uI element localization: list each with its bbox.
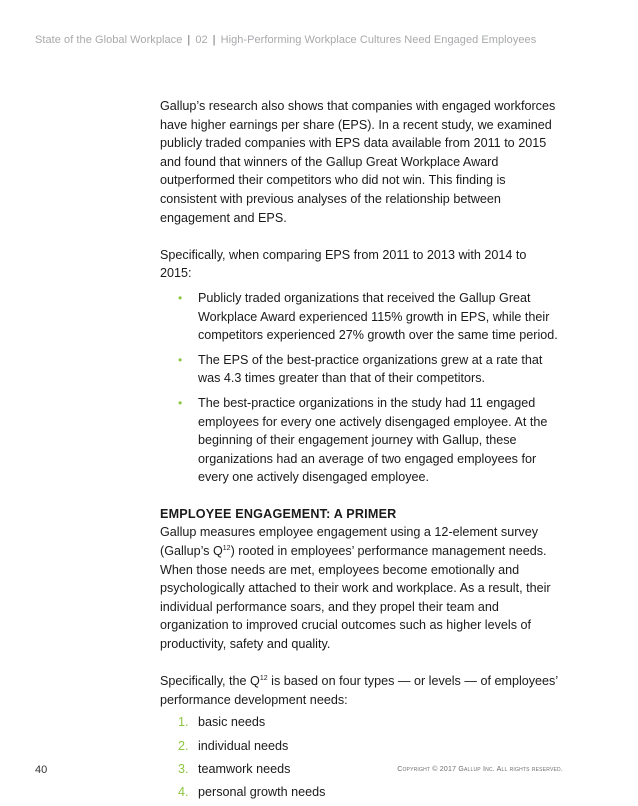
primer-text-start: Gallup measures employee engagement using a 12-element survey (Gallup’s Q bbox=[160, 525, 539, 559]
needs-numbered-list bbox=[160, 713, 560, 801]
paragraph-primer bbox=[160, 523, 560, 653]
levels-text-end: is based on four types — or levels — of employees’ performance development needs: bbox=[160, 674, 558, 707]
bullet-dot-icon: • bbox=[178, 290, 183, 305]
list-item bbox=[160, 289, 560, 345]
eps-bullet-list bbox=[160, 289, 560, 487]
levels-text-start: Specifically, the Q bbox=[160, 674, 260, 689]
list-item-text: individual needs bbox=[198, 738, 289, 753]
list-number: 2. bbox=[178, 738, 189, 753]
paragraph-eps-research: Gallup’s research also shows that companies with engaged workforces have higher earnings per share (EPS). In a recent study, we examined publicly traded companies with EPS data available from 2011 to 2015 and found that winners of the Gallup Great Workplace Award outperformed their competitors who did not win. This finding is consistent with previous analyses of the relationship between engagement and EPS. bbox=[160, 99, 556, 225]
list-item bbox=[160, 351, 560, 388]
list-item bbox=[160, 394, 560, 487]
paragraph-eps-comparison: Specifically, when comparing EPS from 2011 to 2013 with 2014 to 2015: bbox=[160, 247, 527, 281]
section-heading: EMPLOYEE ENGAGEMENT: A PRIMER bbox=[160, 506, 397, 521]
section-title: High-Performing Workplace Cultures Need Engaged Employees bbox=[220, 34, 537, 46]
page-number: 40 bbox=[35, 764, 48, 776]
list-number: 3. bbox=[178, 761, 189, 776]
main-content bbox=[160, 97, 560, 806]
chapter-number: 02 bbox=[195, 34, 208, 46]
list-item-text: Publicly traded organizations that received the Gallup Great Workplace Award experienced 115% growth in EPS, while their competitors experienced 27% growth over the same time period. bbox=[198, 290, 558, 343]
publication-title: State of the Global Workplace bbox=[35, 34, 183, 46]
list-item-text: The best-practice organizations in the study had 11 engaged employees for every one actively disengaged employee. At the beginning of their engagement journey with Gallup, these organizations had an average of two engaged employees for every one actively disengaged employee. bbox=[198, 395, 548, 485]
primer-text-end: ) rooted in employees’ performance management needs. When those needs are met, employees become emotionally and psychologically attached to their work and workplace. As a result, their individual performance soars, and they propel their team and organization to improved crucial outcomes such as higher levels of productivity, safety and quality. bbox=[160, 544, 551, 652]
list-item bbox=[160, 737, 560, 756]
list-item-text: basic needs bbox=[198, 715, 266, 730]
list-number: 4. bbox=[178, 784, 189, 799]
list-item bbox=[160, 783, 560, 802]
header-separator: | bbox=[212, 34, 216, 46]
bullet-dot-icon: • bbox=[178, 395, 183, 410]
running-header bbox=[35, 34, 536, 46]
paragraph-q12-levels bbox=[160, 672, 560, 709]
list-item bbox=[160, 713, 560, 732]
list-number: 1. bbox=[178, 715, 189, 730]
list-item-text: teamwork needs bbox=[198, 761, 291, 776]
list-item-text: personal growth needs bbox=[198, 784, 326, 799]
header-separator: | bbox=[187, 34, 191, 46]
bullet-dot-icon: • bbox=[178, 352, 183, 367]
list-item-text: The EPS of the best-practice organizations grew at a rate that was 4.3 times greater than that of their competitors. bbox=[198, 352, 543, 386]
q12-superscript: 12 bbox=[222, 544, 231, 552]
q12-superscript: 12 bbox=[259, 675, 268, 683]
copyright-notice: Copyright © 2017 Gallup Inc. All rights reserved. bbox=[397, 766, 563, 773]
